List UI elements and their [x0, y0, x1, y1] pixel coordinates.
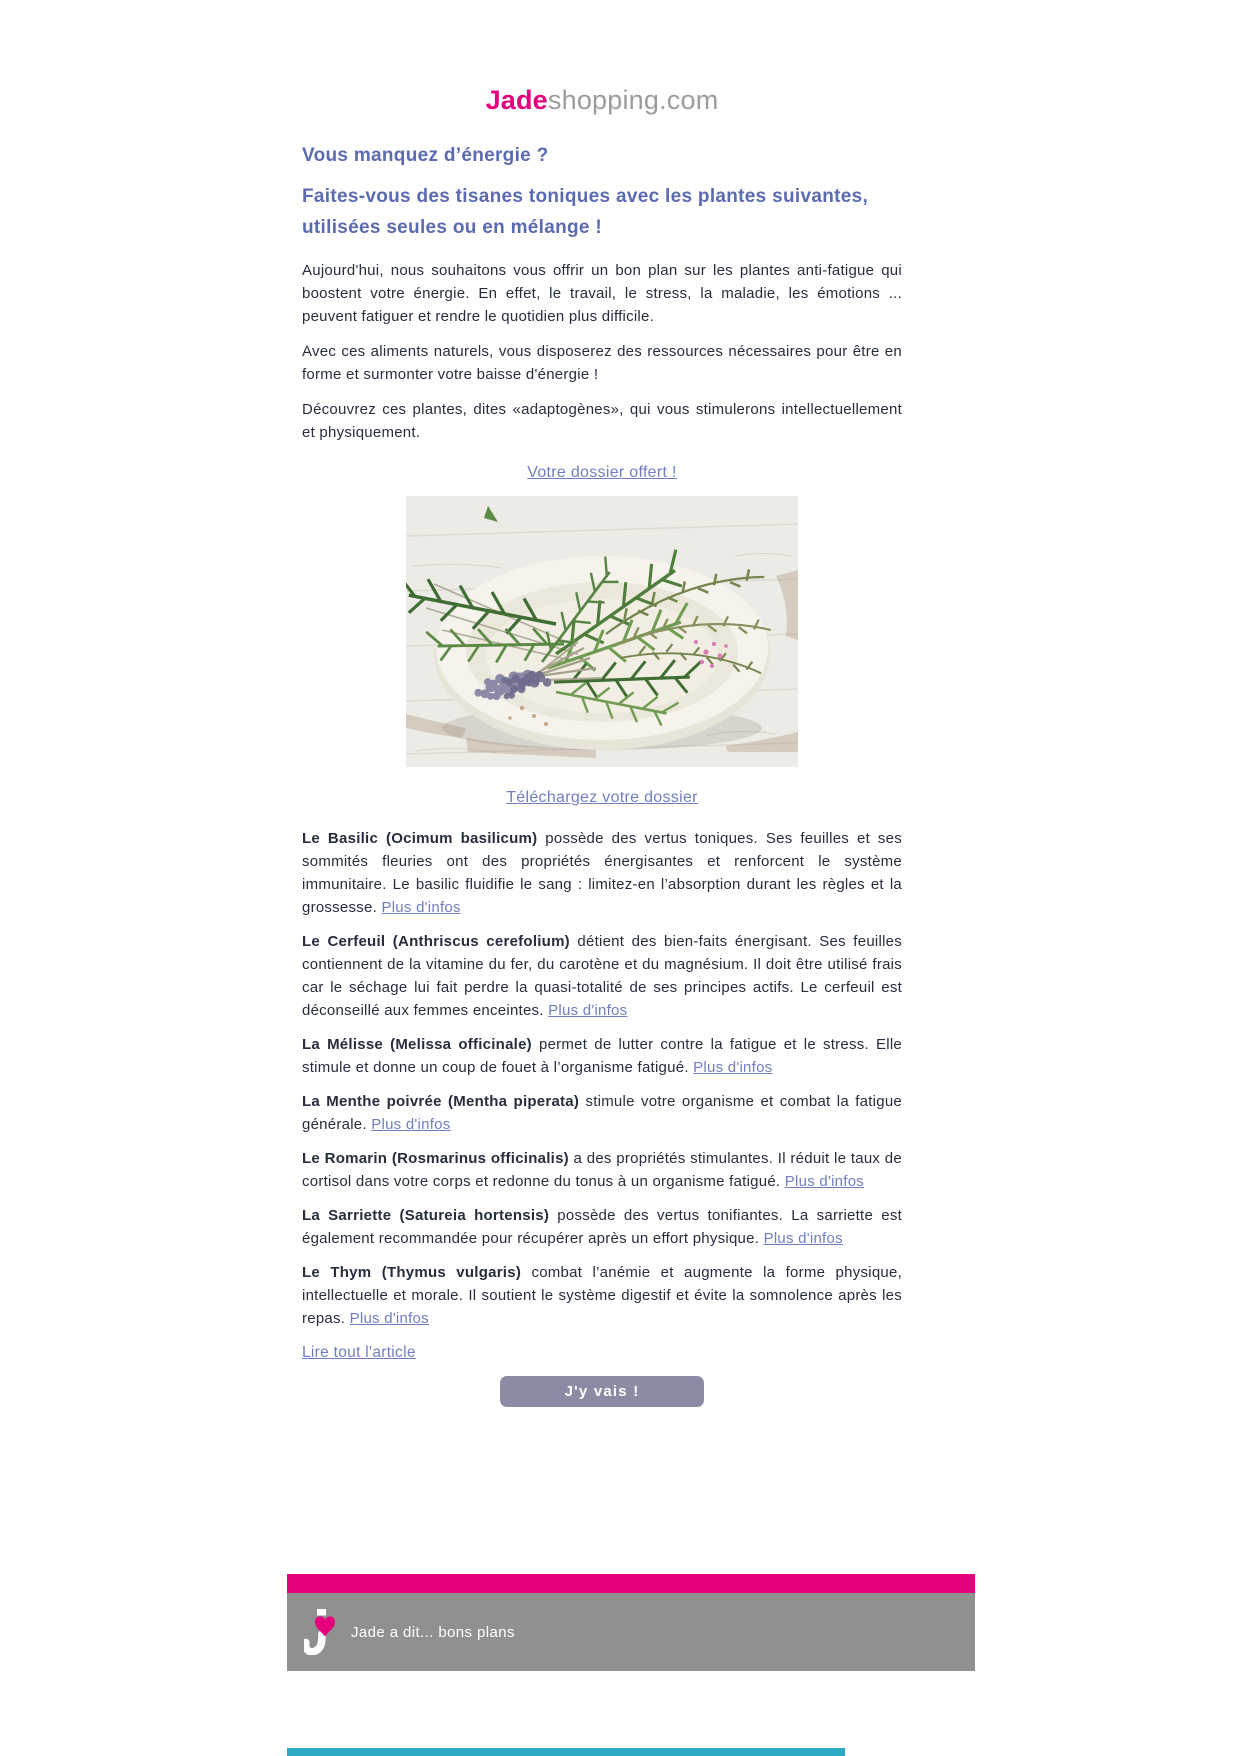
plant-description: a des propriétés stimulantes. Il réduit le taux de cortisol dans votre corps et redonne du tonus à un organisme fatigué.	[302, 1150, 902, 1190]
plant-paragraph-thym	[302, 1261, 902, 1330]
intro-paragraph: Aujourd'hui, nous souhaitons vous offrir un bon plan sur les plantes anti-fatigue qui boostent votre énergie. En effet, le travail, le stress, la maladie, les émotions ... peuvent fatiguer et rendre le quotidien plus difficile.	[302, 262, 902, 325]
plant-paragraph-menthe	[302, 1090, 902, 1136]
brand-logo-primary: Jade	[485, 85, 548, 115]
brand-logo	[302, 86, 902, 114]
plant-name: La Menthe poivrée (Mentha piperata)	[302, 1093, 580, 1110]
plant-description: possède des vertus toniques. Ses feuilles et ses sommités fleuries ont des propriétés énergisantes et renforcent le système immunitaire. Le basilic fluidifie le sang : limitez-en l’absorption durant les règles et la grossesse.	[302, 830, 903, 916]
plus-infos-link[interactable]: Plus d'infos	[349, 1310, 429, 1327]
page-subtitle: Faites-vous des tisanes toniques avec les plantes suivantes, utilisées seules ou en mélange !	[302, 186, 869, 238]
offer-dossier-link[interactable]: Votre dossier offert !	[527, 464, 677, 481]
footer-accent-bar	[287, 1574, 975, 1593]
plus-infos-link[interactable]: Plus d'infos	[693, 1059, 773, 1076]
herbs-photo	[406, 496, 798, 767]
intro-paragraph: Découvrez ces plantes, dites «adaptogènes», qui vous stimulerons intellectuellement et physiquement.	[302, 401, 902, 441]
cta-button[interactable]: J'y vais !	[500, 1376, 704, 1407]
plus-infos-link[interactable]: Plus d'infos	[381, 899, 461, 916]
read-full-article-link[interactable]: Lire tout l'article	[302, 1344, 416, 1361]
plus-infos-link[interactable]: Plus d'infos	[371, 1116, 451, 1133]
plus-infos-link[interactable]: Plus d'infos	[548, 1002, 628, 1019]
plant-description: possède des vertus tonifiantes. La sarriette est également recommandée pour récupérer après un effort physique.	[302, 1207, 902, 1247]
plant-description: combat l’anémie et augmente la forme physique, intellectuelle et morale. Il soutient le système digestif et évite la somnolence après les repas.	[302, 1264, 903, 1327]
plant-name: Le Basilic (Ocimum basilicum)	[302, 830, 538, 847]
intro-paragraph: Avec ces aliments naturels, vous disposerez des ressources nécessaires pour être en forme et surmonter votre baisse d'énergie !	[302, 343, 902, 383]
plant-name: La Mélisse (Melissa officinale)	[302, 1036, 532, 1053]
footer	[287, 1574, 975, 1671]
plant-paragraph-melisse	[302, 1033, 902, 1079]
plant-name: Le Romarin (Rosmarinus officinalis)	[302, 1150, 569, 1167]
plus-infos-link[interactable]: Plus d'infos	[784, 1173, 865, 1190]
plant-name: Le Thym (Thymus vulgaris)	[302, 1264, 522, 1281]
download-dossier-link[interactable]: Téléchargez votre dossier	[506, 789, 698, 806]
plant-name: Le Cerfeuil (Anthriscus cerefolium)	[302, 933, 570, 950]
bottom-accent-bar	[287, 1748, 845, 1756]
plant-description: permet de lutter contre la fatigue et le stress. Elle stimule et donne un coup de fouet à l’organisme fatigué.	[302, 1036, 902, 1076]
brand-logo-secondary: shopping.com	[547, 85, 719, 115]
page-title: Vous manquez d’énergie ?	[302, 145, 549, 166]
plus-infos-link[interactable]: Plus d'infos	[763, 1230, 843, 1247]
plant-paragraph-basilic	[302, 827, 902, 919]
herbs-photo-illustration	[406, 496, 798, 767]
footer-band	[287, 1593, 975, 1671]
plant-description: stimule votre organisme et combat la fatigue générale.	[302, 1093, 903, 1133]
plant-paragraph-cerfeuil	[302, 930, 902, 1022]
email-body-column	[302, 86, 902, 1407]
plant-description: détient des bien-faits énergisant. Ses feuilles contiennent de la vitamine du fer, du carotène et du magnésium. Il doit être utilisé frais car le séchage lui fait perdre la quasi-totalité de ses principes actifs. Le cerfeuil est déconseillé aux femmes enceintes.	[302, 933, 903, 1019]
plant-paragraph-sarriette	[302, 1204, 902, 1250]
plant-paragraph-romarin	[302, 1147, 902, 1193]
plant-name: La Sarriette (Satureia hortensis)	[302, 1207, 550, 1224]
jade-heart-logo-icon	[304, 1609, 338, 1655]
footer-tagline: Jade a dit... bons plans	[351, 1623, 515, 1641]
